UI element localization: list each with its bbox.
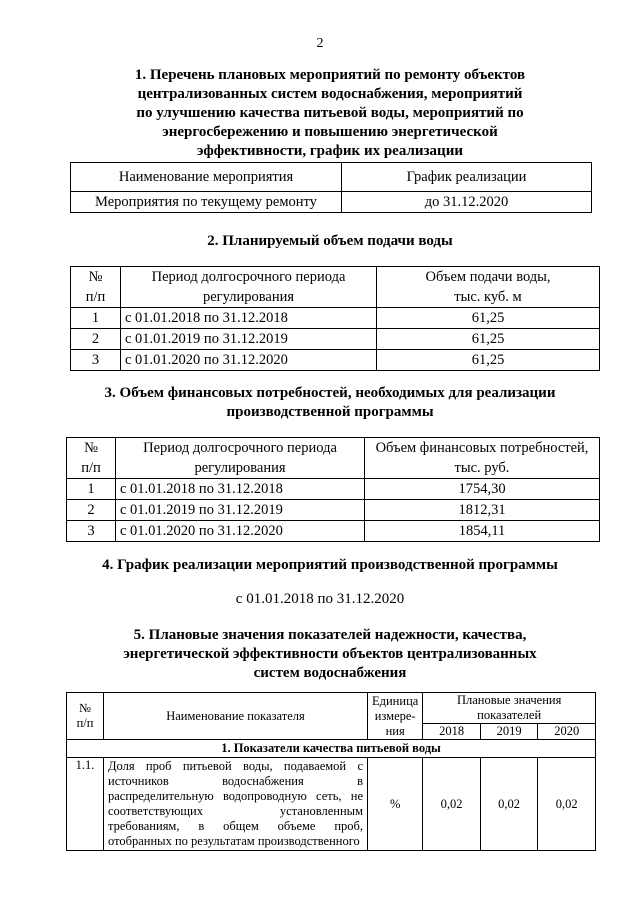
section1-title-line: 1. Перечень плановых мероприятий по ремонту объектов [134, 67, 526, 83]
section1-title [60, 66, 600, 161]
header-financial-line: Объем финансовых потребностей, [375, 440, 589, 456]
section1-title-line: централизованных систем водоснабжения, мероприятий [137, 86, 523, 102]
header-volume-line: Объем подачи воды, [425, 269, 551, 285]
header-indicator-name: Наименование показателя [104, 693, 368, 740]
row-num: 3 [71, 350, 121, 371]
financial-needs-table [66, 437, 600, 542]
table-row [67, 500, 600, 521]
header-period [121, 267, 377, 308]
row-value: 1754,30 [365, 479, 600, 500]
row-value: 61,25 [377, 329, 600, 350]
section1-title-line: по улучшению качества питьевой воды, мероприятий по [136, 105, 524, 121]
row-indicator-name: Доля проб питьевой воды, подаваемой с источников водоснабжения в распределительную водопроводную сеть, не соответствующих установленным требованиям, в общем объеме проб, отобранных по результатам производственного [104, 758, 368, 851]
activities-table [70, 162, 592, 213]
row-value-2020: 0,02 [538, 758, 596, 851]
section2-title: 2. Планируемый объем подачи воды [207, 233, 453, 249]
section4-title: 4. График реализации мероприятий производственной программы [102, 557, 558, 573]
section3-title-line: производственной программы [226, 404, 434, 420]
row-period: с 01.01.2019 по 31.12.2019 [121, 329, 377, 350]
header-num [67, 693, 104, 740]
header-volume-line: тыс. куб. м [454, 289, 522, 305]
row-value: 61,25 [377, 308, 600, 329]
schedule-cell: до 31.12.2020 [342, 192, 592, 213]
table-row [67, 758, 596, 851]
table-header-row [71, 267, 600, 308]
row-value: 1854,11 [365, 521, 600, 542]
row-num: 1 [71, 308, 121, 329]
table-header-row [67, 693, 596, 724]
table-header-row [71, 163, 592, 192]
group-title: 1. Показатели качества питьевой воды [67, 740, 596, 758]
row-value-2019: 0,02 [480, 758, 538, 851]
header-num-line: № [79, 701, 91, 715]
row-num: 2 [67, 500, 116, 521]
row-period: с 01.01.2019 по 31.12.2019 [116, 500, 365, 521]
row-period: с 01.01.2018 по 31.12.2018 [121, 308, 377, 329]
header-year-2020: 2020 [538, 724, 596, 740]
row-unit: % [368, 758, 423, 851]
row-num: 2 [71, 329, 121, 350]
row-period: с 01.01.2018 по 31.12.2018 [116, 479, 365, 500]
section1-title-line: эффективности, график их реализации [197, 143, 463, 159]
table-row [71, 192, 592, 213]
header-num-line: п/п [81, 460, 101, 476]
header-num-line: п/п [85, 289, 106, 305]
table-row [67, 479, 600, 500]
header-period-line: Период долгосрочного периода [143, 440, 337, 456]
header-planned-values [423, 693, 596, 724]
row-num: 1.1. [67, 758, 104, 851]
header-year-2018: 2018 [423, 724, 481, 740]
section1-title-line: энергосбережению и повышению энергетической [162, 124, 498, 140]
header-num [71, 267, 121, 308]
header-unit-line: Единица [372, 693, 419, 708]
row-value-2018: 0,02 [423, 758, 481, 851]
header-num-line: № [88, 269, 103, 285]
header-financial-line: тыс. руб. [454, 460, 510, 476]
section5-title-line: 5. Плановые значения показателей надежности, качества, [133, 627, 527, 643]
section3-title [60, 384, 600, 422]
header-financial-needs [365, 438, 600, 479]
table-header-row [67, 438, 600, 479]
table-row [71, 329, 600, 350]
header-unit [368, 693, 423, 740]
header-planned-line: Плановые значения [456, 693, 562, 707]
row-value: 61,25 [377, 350, 600, 371]
activity-name-cell: Мероприятия по текущему ремонту [71, 192, 342, 213]
water-supply-table [70, 266, 600, 371]
page-number: 2 [316, 36, 324, 51]
header-schedule: График реализации [342, 163, 592, 192]
header-num-line: № [84, 440, 98, 456]
header-num-line: п/п [76, 716, 94, 730]
header-period-line: Период долгосрочного периода [151, 269, 346, 285]
section5-title [60, 626, 600, 683]
header-unit-line: измере- [374, 708, 416, 723]
row-num: 3 [67, 521, 116, 542]
section3-title-line: 3. Объем финансовых потребностей, необходимых для реализации [104, 385, 556, 401]
row-num: 1 [67, 479, 116, 500]
group-title-row [67, 740, 596, 758]
table-row [67, 521, 600, 542]
row-period: с 01.01.2020 по 31.12.2020 [116, 521, 365, 542]
header-planned-line: показателей [477, 708, 542, 722]
section5-title-line: систем водоснабжения [253, 665, 407, 681]
header-year-2019: 2019 [480, 724, 538, 740]
section5-title-line: энергетической эффективности объектов централизованных [123, 646, 537, 662]
row-period: с 01.01.2020 по 31.12.2020 [121, 350, 377, 371]
header-period-line: регулирования [202, 289, 295, 305]
header-activity-name: Наименование мероприятия [71, 163, 342, 192]
header-volume [377, 267, 600, 308]
table-row [71, 308, 600, 329]
section4-period: с 01.01.2018 по 31.12.2020 [235, 591, 405, 607]
row-value: 1812,31 [365, 500, 600, 521]
indicators-table [66, 692, 596, 851]
header-period-line: регулирования [194, 460, 286, 476]
header-period [116, 438, 365, 479]
header-unit-line: ния [385, 723, 405, 738]
table-row [71, 350, 600, 371]
header-num [67, 438, 116, 479]
